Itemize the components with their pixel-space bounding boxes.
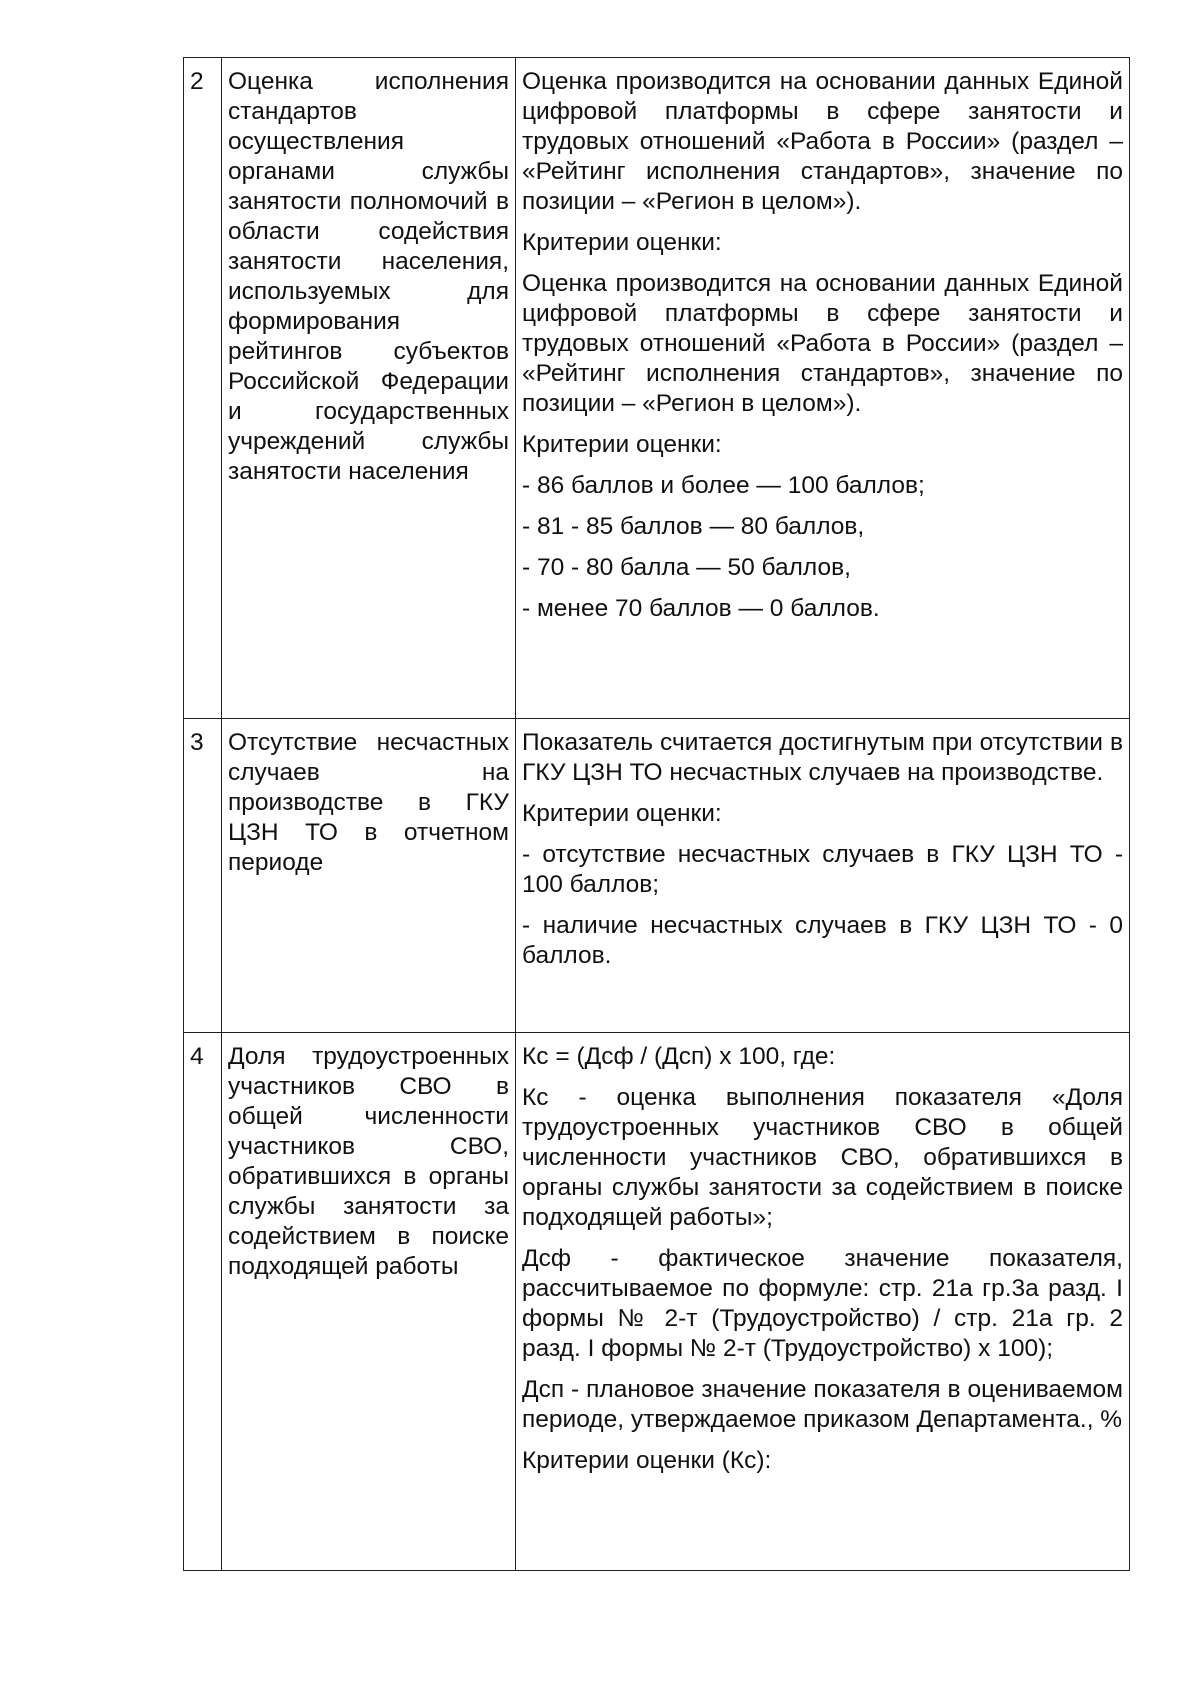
assessment-method-cell [516,719,1130,1033]
criteria-item: - 81 - 85 баллов — 80 баллов, [522,513,865,540]
assessment-paragraph: Кс - оценка выполнения показателя «Доля трудоустроенных участников СВО в общей численности участников СВО, обратившихся в органы службы занятости за содействием в поиске подходящей работы»; [522,1084,1123,1231]
criteria-heading: Критерии оценки: [522,431,722,458]
row-number-cell [184,1033,222,1571]
criteria-heading: Критерии оценки (Кс): [522,1447,772,1474]
row-number: 4 [190,1043,204,1070]
indicator-name-cell [222,719,516,1033]
formula-paragraph: Кс = (Дсф / (Дсп) х 100, где: [522,1043,836,1070]
assessment-paragraph: Дсп - плановое значение показателя в оцениваемом периоде, утверждаемое приказом Департамента., % [522,1376,1123,1433]
criteria-item: - 86 баллов и более — 100 баллов; [522,472,925,499]
assessment-paragraph: Показатель считается достигнутым при отсутствии в ГКУ ЦЗН ТО несчастных случаев на производстве. [522,729,1123,786]
row-number-cell [184,719,222,1033]
assessment-method-cell [516,58,1130,719]
row-number-cell [184,58,222,719]
table-row [184,58,1130,719]
table-row [184,1033,1130,1571]
criteria-heading: Критерии оценки: [522,800,722,827]
criteria-item: - наличие несчастных случаев в ГКУ ЦЗН ТО - 0 баллов. [522,912,1123,969]
assessment-paragraph: Дсф - фактическое значение показателя, рассчитываемое по формуле: стр. 21а гр.3а разд. I формы № 2-т (Трудоустройство) / стр. 21а гр. 2 разд. I формы № 2-т (Трудоустройство) х 100); [522,1245,1123,1362]
assessment-paragraph: Оценка производится на основании данных Единой цифровой платформы в сфере занятости и трудовых отношений «Работа в России» (раздел – «Рейтинг исполнения стандартов», значение по позиции – «Регион в целом»). [522,270,1123,417]
row-number: 2 [190,68,204,95]
indicator-name: Доля трудоустроенных участников СВО в общей численности участников СВО, обратившихся в органы службы занятости за содействием в поиске подходящей работы [228,1043,509,1280]
indicator-name: Отсутствие несчастных случаев на производстве в ГКУ ЦЗН ТО в отчетном периоде [228,729,509,876]
assessment-paragraph: Оценка производится на основании данных Единой цифровой платформы в сфере занятости и трудовых отношений «Работа в России» (раздел – «Рейтинг исполнения стандартов», значение по позиции – «Регион в целом»). [522,68,1123,215]
criteria-item: - отсутствие несчастных случаев в ГКУ ЦЗН ТО - 100 баллов; [522,841,1123,898]
indicator-name-cell [222,1033,516,1571]
indicator-name: Оценка исполнения стандартов осуществления органами службы занятости полномочий в области содействия занятости населения, используемых для формирования рейтингов субъектов Российской Федерации и государственных учреждений службы занятости населения [228,68,509,485]
criteria-item: - менее 70 баллов — 0 баллов. [522,595,880,622]
criteria-table [183,57,1130,1571]
table-row [184,719,1130,1033]
indicator-name-cell [222,58,516,719]
criteria-item: - 70 - 80 балла — 50 баллов, [522,554,851,581]
assessment-method-cell [516,1033,1130,1571]
criteria-heading: Критерии оценки: [522,229,722,256]
row-number: 3 [190,729,204,756]
